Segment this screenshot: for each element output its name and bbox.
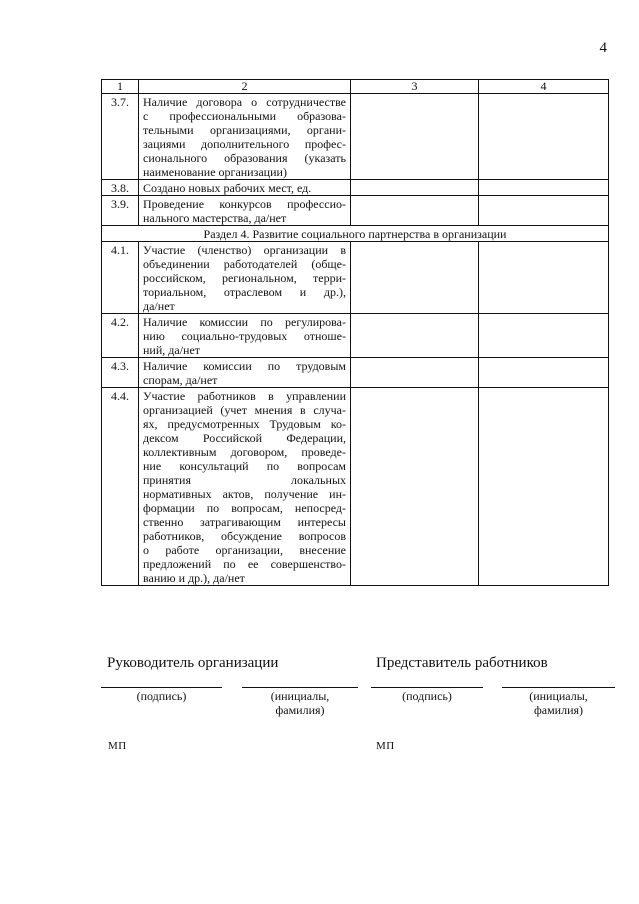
table-row <box>102 388 609 586</box>
table-row <box>102 94 609 180</box>
indicator-text-line: сионального образования (указать <box>143 151 346 165</box>
indicator-text-line: ственно затрагивающим интересы <box>143 515 346 529</box>
value-cell-col3[interactable] <box>351 388 479 586</box>
right-stamp-label: МП <box>376 740 395 752</box>
indicator-text-line: спорам, да/нет <box>143 373 218 387</box>
left-initials-caption <box>242 689 358 717</box>
right-initials-caption-line1: (инициалы, <box>529 689 588 703</box>
left-signature-caption: (подпись) <box>136 689 187 703</box>
indicator-text-line: ний, да/нет <box>143 343 201 357</box>
employee-representative-title: Представитель работников <box>376 655 548 671</box>
indicator-text-line: Участие (членство) организации в <box>143 243 346 257</box>
left-signature-line <box>101 687 222 688</box>
value-cell-col4[interactable] <box>479 180 609 196</box>
indicator-text-line: формации по вопросам, непосред- <box>143 501 346 515</box>
indicator-text-line: Проведение конкурсов профессио- <box>143 197 346 211</box>
indicator-text-line: ванию и др.), да/нет <box>143 571 245 585</box>
row-number: 4.1. <box>102 242 139 314</box>
indicator-text-line: зациями дополнительного профес- <box>143 137 346 151</box>
indicator-text-line: Участие работников в управлении <box>143 389 346 403</box>
row-number: 4.2. <box>102 314 139 358</box>
indicator-text-line: коллективным договором, проведе- <box>143 445 346 459</box>
right-initials-line <box>502 687 615 688</box>
value-cell-col4[interactable] <box>479 388 609 586</box>
page-number: 4 <box>599 40 607 56</box>
row-number: 4.4. <box>102 388 139 586</box>
indicator-text-line: Наличие комиссии по трудовым <box>143 359 346 373</box>
indicator-name <box>139 196 351 226</box>
right-initials-caption-line2: фамилия) <box>533 703 584 717</box>
indicator-text-line: с профессиональными образова- <box>143 109 346 123</box>
table-row <box>102 180 609 196</box>
value-cell-col4[interactable] <box>479 94 609 180</box>
column-header-4: 4 <box>479 80 609 94</box>
table-row <box>102 242 609 314</box>
indicator-text-line: да/нет <box>143 299 175 313</box>
value-cell-col3[interactable] <box>351 94 479 180</box>
right-initials-caption <box>502 689 615 717</box>
section-row <box>102 226 609 242</box>
row-number: 3.8. <box>102 180 139 196</box>
table-header-row <box>102 80 609 94</box>
head-of-organization-title: Руководитель организации <box>107 655 279 671</box>
indicator-text-line: организацией (учет мнения в случа- <box>143 403 346 417</box>
indicator-name <box>139 314 351 358</box>
indicator-text-line: наименование организации) <box>143 165 287 179</box>
indicator-name <box>139 180 351 196</box>
value-cell-col3[interactable] <box>351 314 479 358</box>
right-signature-caption: (подпись) <box>402 689 452 703</box>
indicator-text-line: нию социально-трудовых отноше- <box>143 329 346 343</box>
indicator-name <box>139 94 351 180</box>
right-signature-line <box>371 687 483 688</box>
value-cell-col3[interactable] <box>351 358 479 388</box>
left-initials-caption-line2: фамилия) <box>275 703 325 717</box>
column-header-1: 1 <box>102 80 139 94</box>
left-stamp-label: МП <box>108 740 127 752</box>
indicator-text-line: объединении работодателей (обще- <box>143 257 346 271</box>
indicator-text-line: о работе организации, внесение <box>143 543 346 557</box>
indicator-text-line: Создано новых рабочих мест, ед. <box>143 181 312 195</box>
indicator-name <box>139 358 351 388</box>
table-row <box>102 314 609 358</box>
section-title: Раздел 4. Развитие социального партнерства в организации <box>102 226 609 242</box>
indicators-table <box>101 79 609 586</box>
indicator-text-line: тельными организациями, органи- <box>143 123 346 137</box>
indicator-text-line: принятия локальных <box>143 473 346 487</box>
indicator-text-line: нального мастерства, да/нет <box>143 211 287 225</box>
table-row <box>102 196 609 226</box>
indicator-name <box>139 242 351 314</box>
indicator-text-line: работников, обсуждение вопросов <box>143 529 346 543</box>
row-number: 4.3. <box>102 358 139 388</box>
indicator-text-line: ях, предусмотренных Трудовым ко- <box>143 417 346 431</box>
left-initials-caption-line1: (инициалы, <box>270 689 330 703</box>
indicator-text-line: Наличие договора о сотрудничестве <box>143 95 346 109</box>
table-row <box>102 358 609 388</box>
value-cell-col4[interactable] <box>479 358 609 388</box>
value-cell-col3[interactable] <box>351 180 479 196</box>
indicator-name <box>139 388 351 586</box>
value-cell-col4[interactable] <box>479 242 609 314</box>
column-header-2: 2 <box>139 80 351 94</box>
indicator-text-line: нормативных актов, получение ин- <box>143 487 346 501</box>
indicator-text-line: предложений по ее совершенство- <box>143 557 346 571</box>
indicator-text-line: дексом Российской Федерации, <box>143 431 346 445</box>
value-cell-col4[interactable] <box>479 196 609 226</box>
row-number: 3.9. <box>102 196 139 226</box>
indicator-text-line: ториальном, отраслевом и др.), <box>143 285 346 299</box>
row-number: 3.7. <box>102 94 139 180</box>
value-cell-col3[interactable] <box>351 196 479 226</box>
left-initials-line <box>242 687 358 688</box>
column-header-3: 3 <box>351 80 479 94</box>
indicator-text-line: ние консультаций по вопросам <box>143 459 346 473</box>
indicator-text-line: российском, региональном, терри- <box>143 271 346 285</box>
value-cell-col4[interactable] <box>479 314 609 358</box>
indicator-text-line: Наличие комиссии по регулирова- <box>143 315 346 329</box>
value-cell-col3[interactable] <box>351 242 479 314</box>
